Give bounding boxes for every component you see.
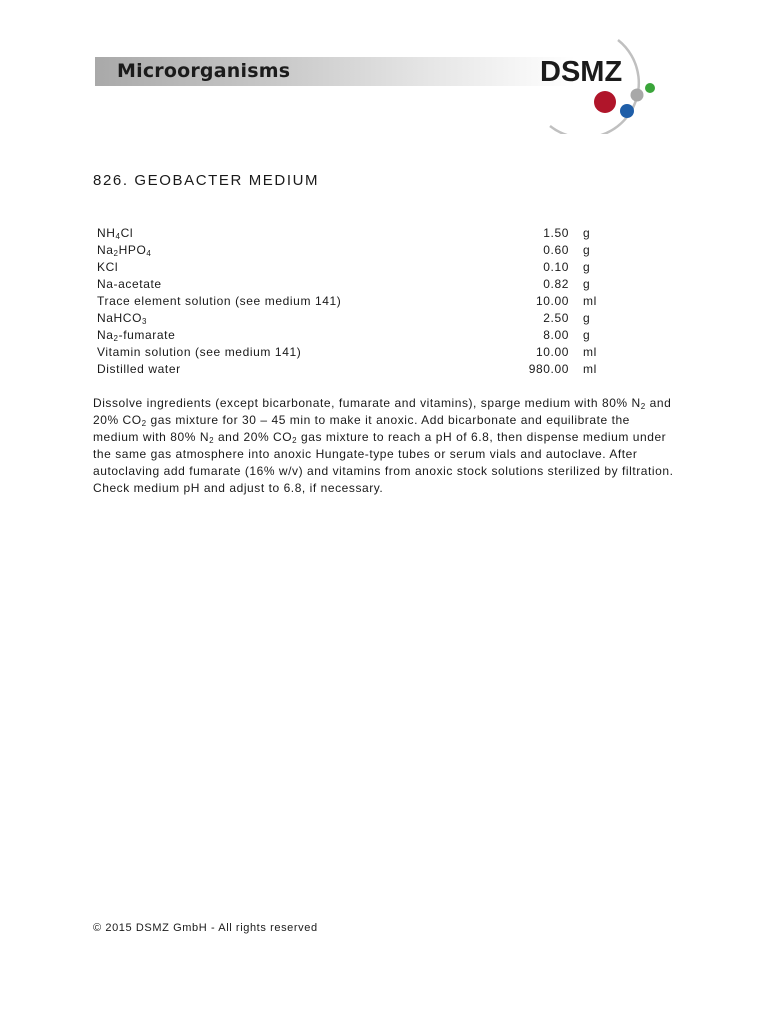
ingredient-amount: 0.60 <box>543 243 569 257</box>
ingredient-row <box>97 310 603 327</box>
banner-title: Microorganisms <box>117 60 291 82</box>
ingredient-name: Na-acetate <box>97 277 162 291</box>
ingredient-row <box>97 344 603 361</box>
medium-title: 826. GEOBACTER MEDIUM <box>93 172 320 189</box>
ingredient-row <box>97 225 603 242</box>
ingredient-unit: g <box>583 277 591 291</box>
ingredient-name: KCl <box>97 260 119 274</box>
ingredient-unit: g <box>583 226 591 240</box>
logo-text: DSMZ <box>540 56 623 88</box>
ingredient-unit: g <box>583 260 591 274</box>
ingredients-table <box>97 225 603 378</box>
ingredient-row <box>97 361 603 378</box>
logo-dot-red <box>594 91 616 113</box>
ingredient-amount: 0.82 <box>543 277 569 291</box>
ingredient-row <box>97 242 603 259</box>
ingredient-name: Vitamin solution (see medium 141) <box>97 345 302 359</box>
logo-dot-blue <box>620 104 634 118</box>
copyright-footer: © 2015 DSMZ GmbH - All rights reserved <box>93 922 318 934</box>
ingredient-unit: ml <box>583 345 597 359</box>
ingredient-name: Distilled water <box>97 362 181 376</box>
ingredient-name: NaHCO$_3$ <box>97 311 148 326</box>
ingredient-unit: ml <box>583 294 597 308</box>
ingredient-amount: 8.00 <box>543 328 569 342</box>
logo-dot-grey <box>631 89 644 102</box>
ingredient-name: Trace element solution (see medium 141) <box>97 294 342 308</box>
ingredient-amount: 0.10 <box>543 260 569 274</box>
ingredient-unit: ml <box>583 362 597 376</box>
ingredient-row <box>97 327 603 344</box>
ingredient-amount: 1.50 <box>543 226 569 240</box>
ingredient-unit: g <box>583 311 591 325</box>
preparation-instructions: Dissolve ingredients (except bicarbonate, fumarate and vitamins), sparge medium with 80% $N_2$ and 20% $CO_2$ gas mixture for 30 – 45 min to make it anoxic. Add bicarbonate and equilibrate the medium with 80% $N_2$ and 20% $CO_2$ gas mixture to reach a pH of 6.8, then dispense medium under the same gas atmosphere into anoxic Hungate-type tubes or serum vials and autoclave. After autoclaving add fumarate (16% w/v) and vitamins from anoxic stock solutions sterilized by filtration. Check medium pH and adjust to 6.8, if necessary. <box>93 396 674 495</box>
ingredient-amount: 2.50 <box>543 311 569 325</box>
dsmz-logo <box>520 34 680 134</box>
ingredient-row <box>97 293 603 310</box>
ingredient-amount: 10.00 <box>535 294 569 308</box>
ingredient-amount: 980.00 <box>528 362 569 376</box>
ingredient-unit: g <box>583 328 591 342</box>
ingredient-amount: 10.00 <box>535 345 569 359</box>
ingredient-row <box>97 259 603 276</box>
ingredient-row <box>97 276 603 293</box>
ingredient-name: $Na_2$-fumarate <box>97 328 176 343</box>
ingredient-name: $Na_2HPO_4$ <box>97 243 152 258</box>
logo-dot-green <box>645 83 655 93</box>
ingredient-unit: g <box>583 243 591 257</box>
ingredient-name: $NH_4Cl$ <box>97 226 134 241</box>
